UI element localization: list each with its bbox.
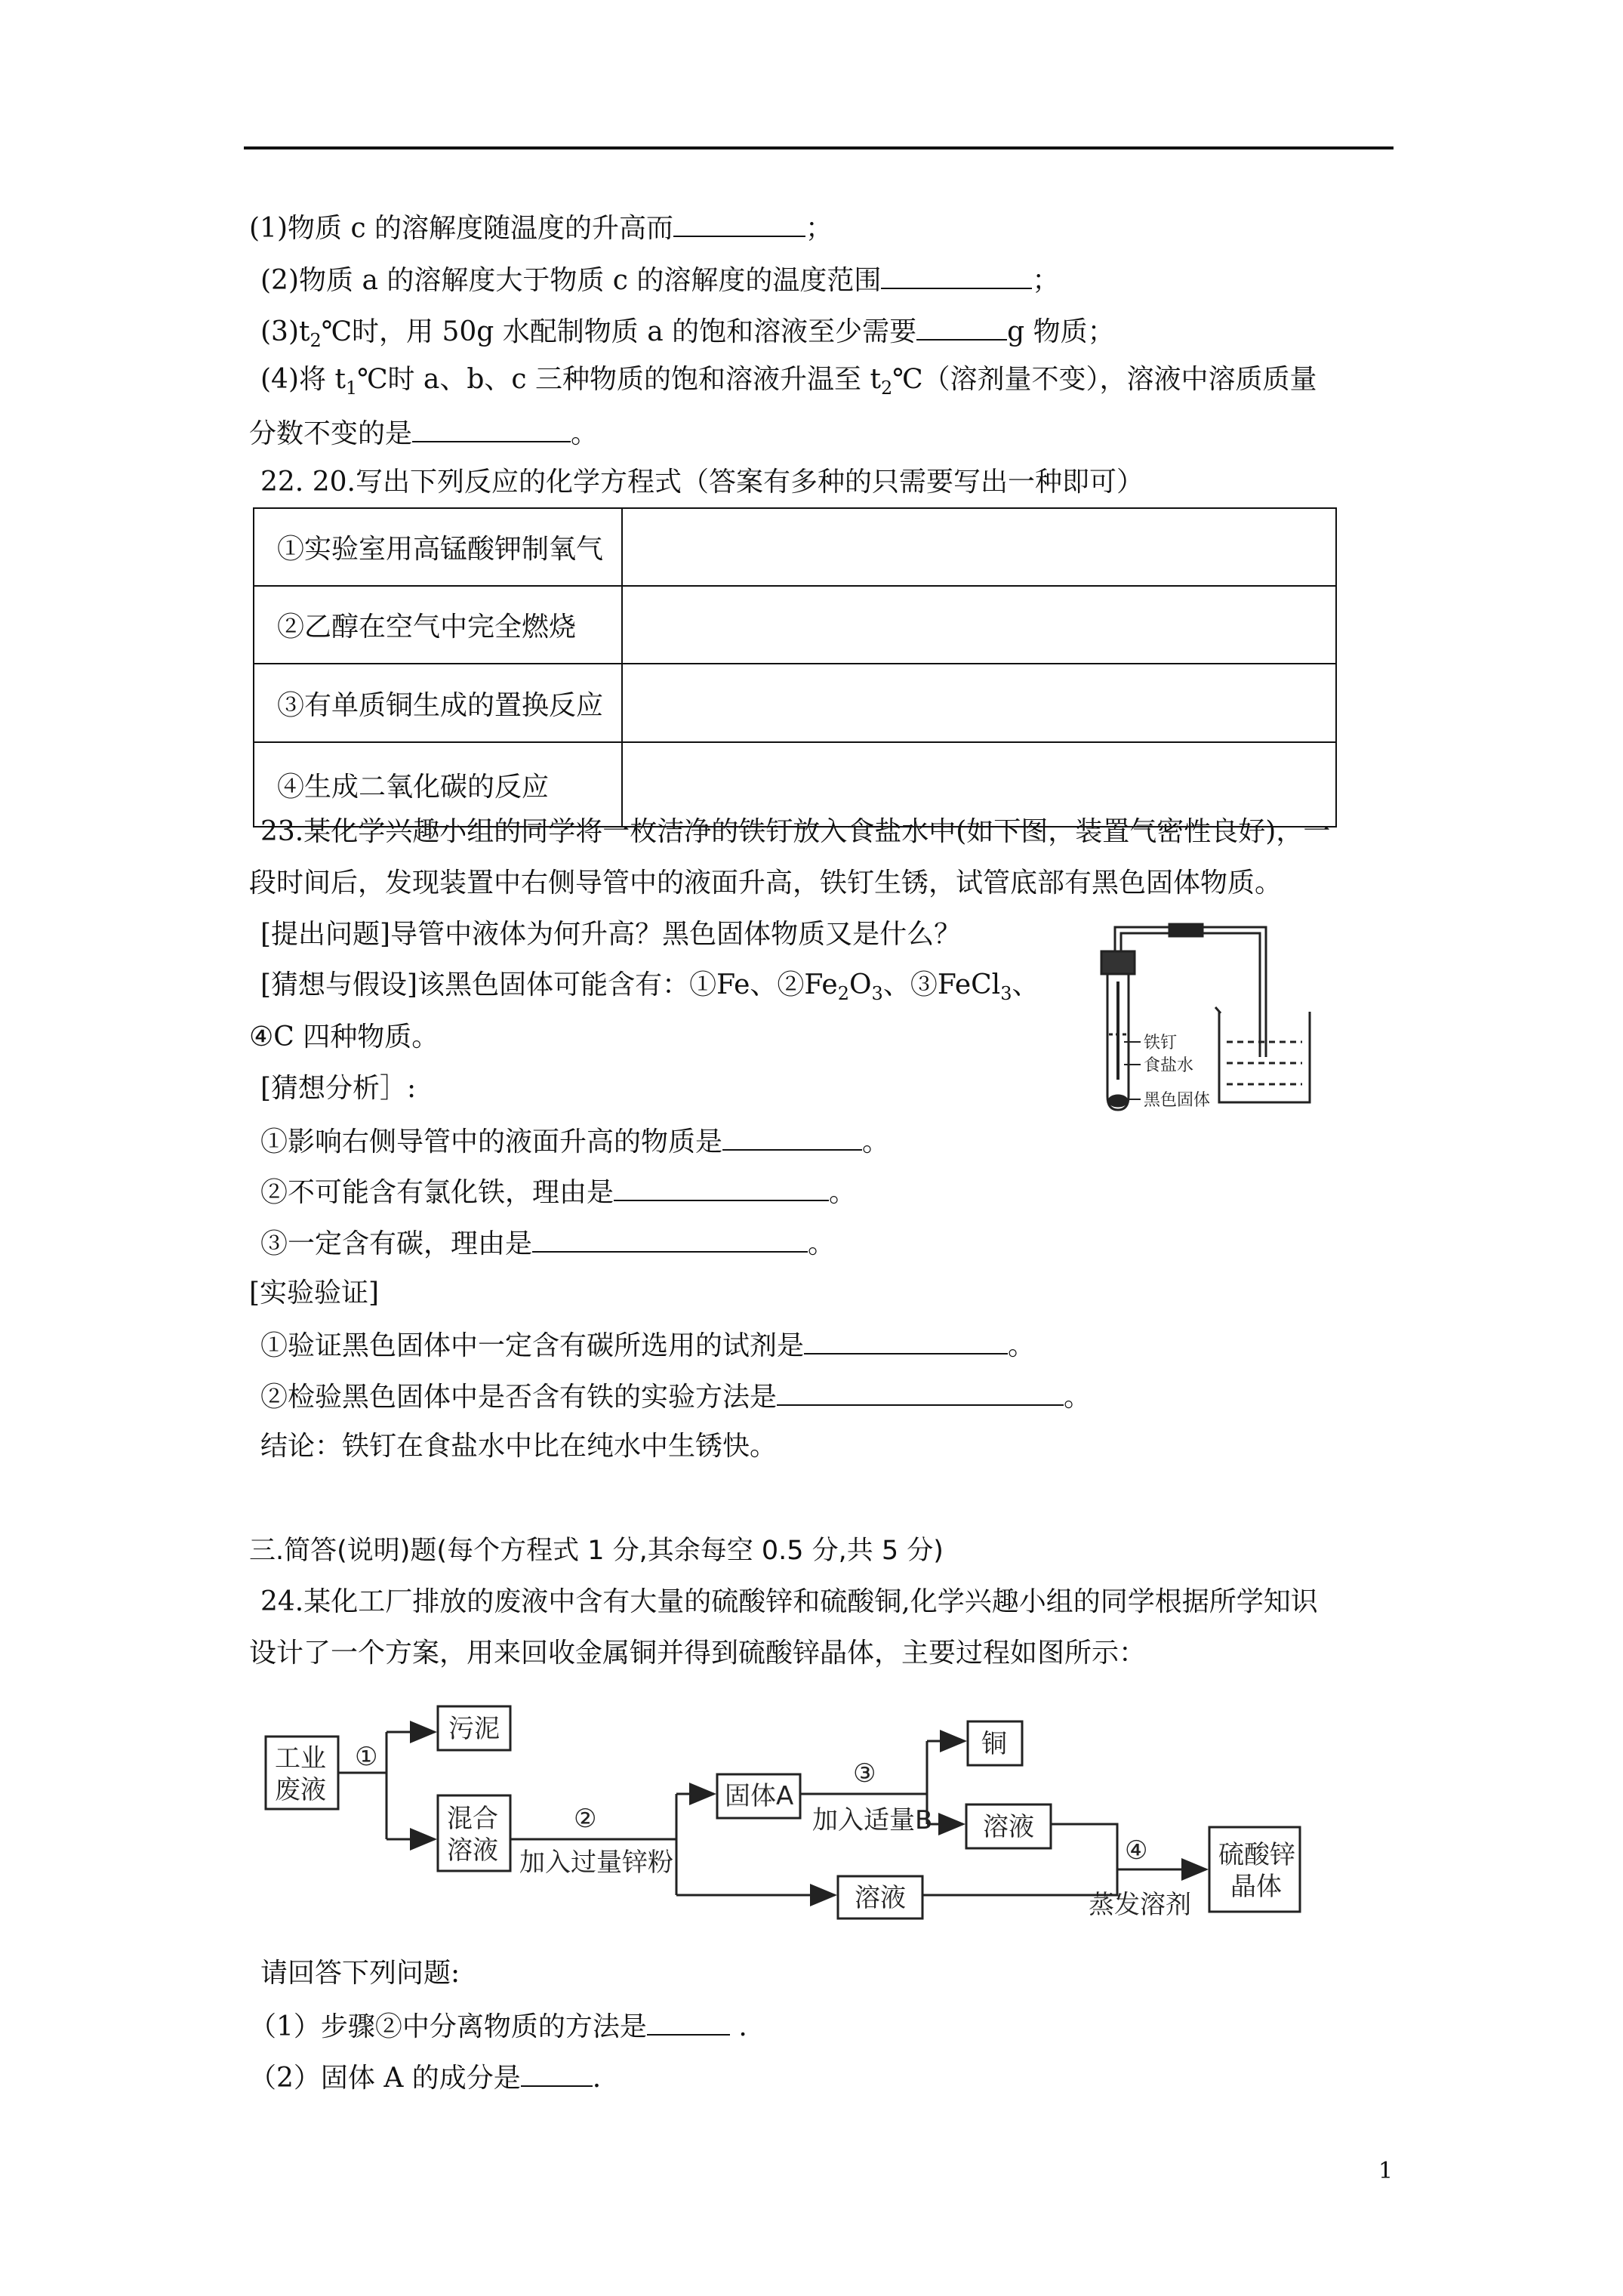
q21-part1-text: (1)物质 c 的溶解度随温度的升高而 bbox=[249, 213, 674, 244]
reaction-label: ③有单质铜生成的置换反应 bbox=[254, 664, 622, 742]
label-brine: 食盐水 bbox=[1144, 1056, 1194, 1075]
solution-1-label: 溶液 bbox=[983, 1812, 1034, 1842]
q23-question: [提出问题]导管中液体为何升高？黑色固体物质又是什么？ bbox=[260, 919, 962, 950]
stopper bbox=[1101, 951, 1135, 974]
step-3-marker: ③ bbox=[853, 1758, 876, 1789]
answer-blank[interactable] bbox=[412, 414, 571, 442]
punct: 。 bbox=[862, 1126, 890, 1157]
glass-tube-inner bbox=[1121, 933, 1260, 1057]
subscript: 2 bbox=[310, 330, 322, 351]
q23-analysis-heading: [猜想分析］: bbox=[260, 1073, 417, 1104]
answer-blank[interactable] bbox=[777, 1377, 1064, 1406]
answer-blank[interactable] bbox=[521, 2058, 593, 2087]
apparatus-figure bbox=[1091, 921, 1340, 1117]
q23-intro-2: 段时间后，发现装置中右侧导管中的液面升高，铁钉生锈，试管底部有黑色固体物质。 bbox=[249, 868, 1283, 898]
q21-part4 bbox=[260, 362, 1317, 406]
sub-question-text: （1）步骤②中分离物质的方法是 bbox=[249, 2011, 647, 2042]
q24-intro-1: 24.某化工厂排放的废液中含有大量的硫酸锌和硫酸铜,化学兴趣小组的同学根据所学知识 bbox=[260, 1586, 1318, 1617]
q21-part3-text: (3)t bbox=[260, 316, 310, 347]
step-2-marker: ② bbox=[574, 1804, 597, 1834]
q24-intro-2: 设计了一个方案，用来回收金属铜并得到硫酸锌晶体，主要过程如图所示： bbox=[249, 1638, 1147, 1669]
copper-label: 铜 bbox=[981, 1729, 1007, 1759]
answer-blank[interactable] bbox=[804, 1326, 1008, 1354]
answer-blank[interactable] bbox=[614, 1173, 829, 1201]
subscript: 2 bbox=[880, 378, 893, 399]
q21-part2 bbox=[260, 260, 1059, 299]
sludge-label: 污泥 bbox=[448, 1714, 500, 1744]
q23-verify-1 bbox=[260, 1326, 1035, 1364]
header-rule bbox=[244, 146, 1394, 149]
punct: 。 bbox=[808, 1228, 836, 1259]
sub-question-text: （2）固体 A 的成分是 bbox=[249, 2063, 521, 2094]
reaction-label: ①实验室用高锰酸钾制氧气 bbox=[254, 508, 622, 586]
step-4-marker: ④ bbox=[1125, 1835, 1148, 1866]
verify-text: ①验证黑色固体中一定含有碳所选用的试剂是 bbox=[260, 1330, 805, 1361]
q23-verify-heading: [实验验证] bbox=[249, 1277, 380, 1308]
q21-part4-text-c: ℃（溶剂量不变），溶液中溶质质量 bbox=[892, 364, 1317, 395]
label-black-solid: 黑色固体 bbox=[1144, 1091, 1211, 1110]
hypothesis-text-d: 、 bbox=[1012, 969, 1039, 1000]
table-row bbox=[254, 508, 1336, 586]
punct: 。 bbox=[829, 1177, 857, 1208]
equation-table bbox=[253, 507, 1337, 827]
waste-label-1: 工业 bbox=[275, 1743, 326, 1774]
subscript: 2 bbox=[837, 983, 850, 1004]
waste-label-2: 废液 bbox=[275, 1775, 326, 1805]
subscript: 3 bbox=[871, 983, 883, 1004]
verify-text: ②检验黑色固体中是否含有铁的实验方法是 bbox=[260, 1382, 778, 1413]
step-4-operation: 蒸发溶剂 bbox=[1089, 1890, 1191, 1920]
punct: ； bbox=[1032, 265, 1060, 296]
answer-blank[interactable] bbox=[532, 1224, 808, 1253]
q24-prompt: 请回答下列问题: bbox=[260, 1958, 460, 1989]
subscript: 1 bbox=[345, 378, 358, 399]
analysis-text: ①影响右侧导管中的液面升高的物质是 bbox=[260, 1126, 723, 1157]
q21-part4-cont-text: 分数不变的是 bbox=[249, 418, 413, 449]
punct: 。 bbox=[571, 418, 599, 449]
crystal-label-1: 硫酸锌 bbox=[1218, 1840, 1295, 1870]
q21-part1 bbox=[249, 208, 833, 247]
q21-part4-text-b: ℃时 a、b、c 三种物质的饱和溶液升温至 t bbox=[357, 364, 881, 395]
analysis-text: ②不可能含有氯化铁，理由是 bbox=[260, 1177, 614, 1208]
q23-verify-2 bbox=[260, 1377, 1091, 1416]
mix-label-1: 混合 bbox=[447, 1804, 498, 1834]
process-flowchart bbox=[257, 1691, 1329, 1933]
equation-answer-cell[interactable] bbox=[622, 664, 1336, 742]
q23-analysis-1 bbox=[260, 1122, 889, 1160]
punct: 。 bbox=[1008, 1330, 1036, 1361]
q23-conclusion: 结论：铁钉在食盐水中比在纯水中生锈快。 bbox=[260, 1431, 778, 1462]
step-3-operation: 加入适量B bbox=[812, 1805, 933, 1835]
hypothesis-text-b: O bbox=[849, 969, 872, 1000]
solution-2-label: 溶液 bbox=[855, 1883, 906, 1913]
q21-part4-cont bbox=[249, 414, 598, 452]
step-2-operation: 加入过量锌粉 bbox=[519, 1848, 673, 1878]
punct: . bbox=[592, 2063, 602, 2094]
page-number: 1 bbox=[1378, 2158, 1394, 2184]
q21-part2-text: (2)物质 a 的溶解度大于物质 c 的溶解度的温度范围 bbox=[260, 265, 882, 296]
section3-title: 三.简答(说明)题(每个方程式 1 分,其余每空 0.5 分,共 5 分) bbox=[249, 1536, 944, 1566]
q23-hypothesis-2: ④C 四种物质。 bbox=[249, 1022, 439, 1052]
q23-analysis-2 bbox=[260, 1173, 856, 1211]
reaction-label: ②乙醇在空气中完全燃烧 bbox=[254, 586, 622, 664]
equation-answer-cell[interactable] bbox=[622, 508, 1336, 586]
q22-title: 22. 20.写出下列反应的化学方程式（答案有多种的只需要写出一种即可） bbox=[260, 467, 1144, 498]
table-row bbox=[254, 586, 1336, 664]
q23-hypothesis bbox=[260, 967, 1039, 1012]
step-1-marker: ① bbox=[355, 1742, 378, 1772]
hypothesis-text: [猜想与假设]该黑色固体可能含有：①Fe、②Fe bbox=[260, 969, 838, 1000]
subscript: 3 bbox=[1000, 983, 1012, 1004]
answer-blank[interactable] bbox=[673, 208, 805, 237]
hypothesis-text-c: 、③FeCl bbox=[882, 969, 1001, 1000]
unit-text: g 物质； bbox=[1007, 316, 1115, 347]
punct: . bbox=[729, 2011, 747, 2042]
q23-analysis-3 bbox=[260, 1224, 835, 1262]
analysis-text: ③一定含有碳，理由是 bbox=[260, 1228, 533, 1259]
answer-blank[interactable] bbox=[881, 260, 1032, 289]
beaker bbox=[1219, 1012, 1310, 1102]
punct: ； bbox=[805, 213, 833, 244]
answer-blank[interactable] bbox=[916, 312, 1007, 341]
q23-intro-1: 23.某化学兴趣小组的同学将一枚洁净的铁钉放入食盐水中(如下图，装置气密性良好)，一 bbox=[260, 816, 1331, 847]
answer-blank[interactable] bbox=[722, 1122, 862, 1151]
equation-answer-cell[interactable] bbox=[622, 586, 1336, 664]
solid-a-label: 固体A bbox=[725, 1781, 794, 1811]
punct: 。 bbox=[1064, 1382, 1092, 1413]
q21-part3 bbox=[260, 312, 1115, 359]
black-solid bbox=[1109, 1096, 1127, 1106]
label-nail: 铁钉 bbox=[1144, 1034, 1178, 1052]
reaction-label: ④生成二氧化碳的反应 bbox=[254, 742, 622, 827]
mix-label-2: 溶液 bbox=[447, 1835, 498, 1866]
clamp bbox=[1169, 924, 1203, 936]
q21-part3-text-b: ℃时，用 50g 水配制物质 a 的饱和溶液至少需要 bbox=[321, 316, 917, 347]
q21-part4-text: (4)将 t bbox=[260, 364, 346, 395]
q24-sub-2 bbox=[249, 2058, 601, 2097]
glass-tube bbox=[1115, 927, 1266, 1057]
q24-sub-1 bbox=[249, 2007, 747, 2045]
table-row bbox=[254, 664, 1336, 742]
answer-blank[interactable] bbox=[647, 2007, 730, 2036]
crystal-label-2: 晶体 bbox=[1230, 1872, 1282, 1902]
